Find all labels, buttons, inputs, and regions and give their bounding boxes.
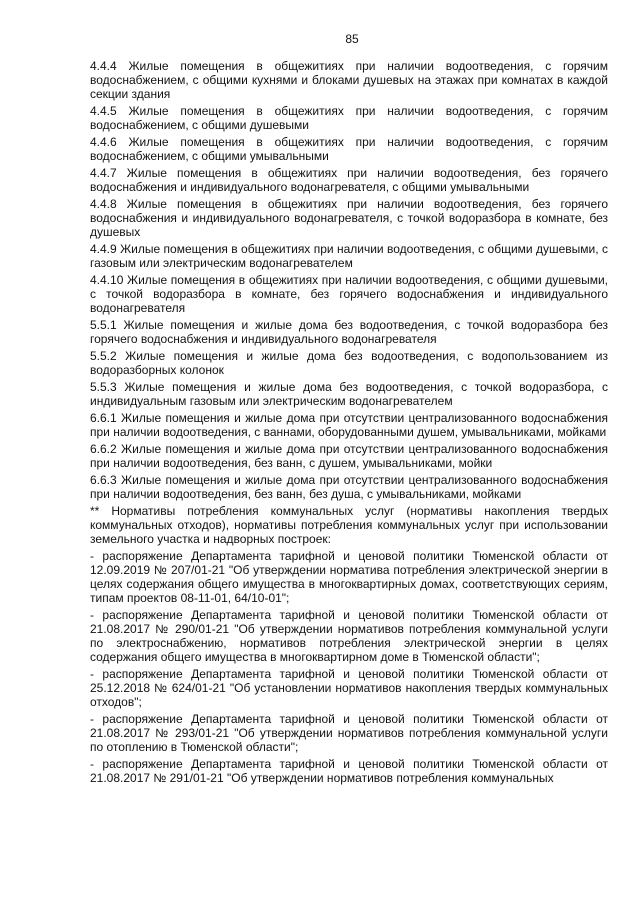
list-item: 4.4.8 Жилые помещения в общежитиях при наличии водоотведения, без горячего водоснабжения и индивидуального водонагревателя, с точкой водоразбора в комнате, без душевых bbox=[90, 197, 608, 239]
footnote-item: - распоряжение Департамента тарифной и ценовой политики Тюменской области от 21.08.2017 № 290/01-21 "Об утверждении нормативов потребления коммунальной услуги по электроснабжению, нормативов потребления электрической энергии в целях содержания общего имущества в многоквартирном доме в Тюменской области"; bbox=[90, 608, 608, 664]
list-item: 5.5.1 Жилые помещения и жилые дома без водоотведения, с точкой водоразбора без горячего водоснабжения и индивидуального водонагревателя bbox=[90, 318, 608, 346]
list-item: 5.5.2 Жилые помещения и жилые дома без водоотведения, с водопользованием из водоразборных колонок bbox=[90, 349, 608, 377]
list-item: 5.5.3 Жилые помещения и жилые дома без водоотведения, с точкой водоразбора, с индивидуальным газовым или электрическим водонагревателем bbox=[90, 380, 608, 408]
page-number: 85 bbox=[345, 32, 359, 46]
list-item: 4.4.7 Жилые помещения в общежитиях при наличии водоотведения, без горячего водоснабжения и индивидуального водонагревателя, с общими умывальными bbox=[90, 166, 608, 194]
list-item: 4.4.9 Жилые помещения в общежитиях при наличии водоотведения, с общими душевыми, с газовым или электрическим водонагревателем bbox=[90, 242, 608, 270]
footnote-item: - распоряжение Департамента тарифной и ценовой политики Тюменской области от 25.12.2018 № 624/01-21 "Об установлении нормативов накопления твердых коммунальных отходов"; bbox=[90, 667, 608, 709]
list-item: 6.6.3 Жилые помещения и жилые дома при отсутствии централизованного водоснабжения при наличии водоотведения, без ванн, без душа, с умывальниками, мойками bbox=[90, 473, 608, 501]
list-item: 4.4.5 Жилые помещения в общежитиях при наличии водоотведения, с горячим водоснабжением, с общими душевыми bbox=[90, 104, 608, 132]
list-item: 6.6.2 Жилые помещения и жилые дома при отсутствии централизованного водоснабжения при наличии водоотведения, без ванн, с душем, умывальниками, мойки bbox=[90, 442, 608, 470]
footnote-intro: ** Нормативы потребления коммунальных услуг (нормативы накопления твердых коммунальных отходов), нормативы потребления коммунальных услуг при использовании земельного участка и надворных построек: bbox=[90, 504, 608, 546]
list-item: 4.4.6 Жилые помещения в общежитиях при наличии водоотведения, с горячим водоснабжением, с общими умывальными bbox=[90, 135, 608, 163]
list-item: 4.4.10 Жилые помещения в общежитиях при наличии водоотведения, с общими душевыми, с точкой водоразбора в комнате, без горячего водоснабжения и индивидуального водонагревателя bbox=[90, 273, 608, 315]
list-item: 6.6.1 Жилые помещения и жилые дома при отсутствии централизованного водоснабжения при наличии водоотведения, с ваннами, оборудованными душем, умывальниками, мойками bbox=[90, 411, 608, 439]
footnote-item: - распоряжение Департамента тарифной и ценовой политики Тюменской области от 21.08.2017 № 293/01-21 "Об утверждении нормативов потребления коммунальной услуги по отоплению в Тюменской области"; bbox=[90, 712, 608, 754]
footnote-item: - распоряжение Департамента тарифной и ценовой политики Тюменской области от 12.09.2019 № 207/01-21 "Об утверждении норматива потребления электрической энергии в целях содержания общего имущества в многоквартирных домах, соответствующих сериям, типам проектов 08-11-01, 64/10-01"; bbox=[90, 549, 608, 605]
footnote-item: - распоряжение Департамента тарифной и ценовой политики Тюменской области от 21.08.2017 № 291/01-21 "Об утверждении нормативов потребления коммунальных bbox=[90, 757, 608, 785]
list-item: 4.4.4 Жилые помещения в общежитиях при наличии водоотведения, с горячим водоснабжением, с общими кухнями и блоками душевых на этажах при комнатах в каждой секции здания bbox=[90, 59, 608, 101]
